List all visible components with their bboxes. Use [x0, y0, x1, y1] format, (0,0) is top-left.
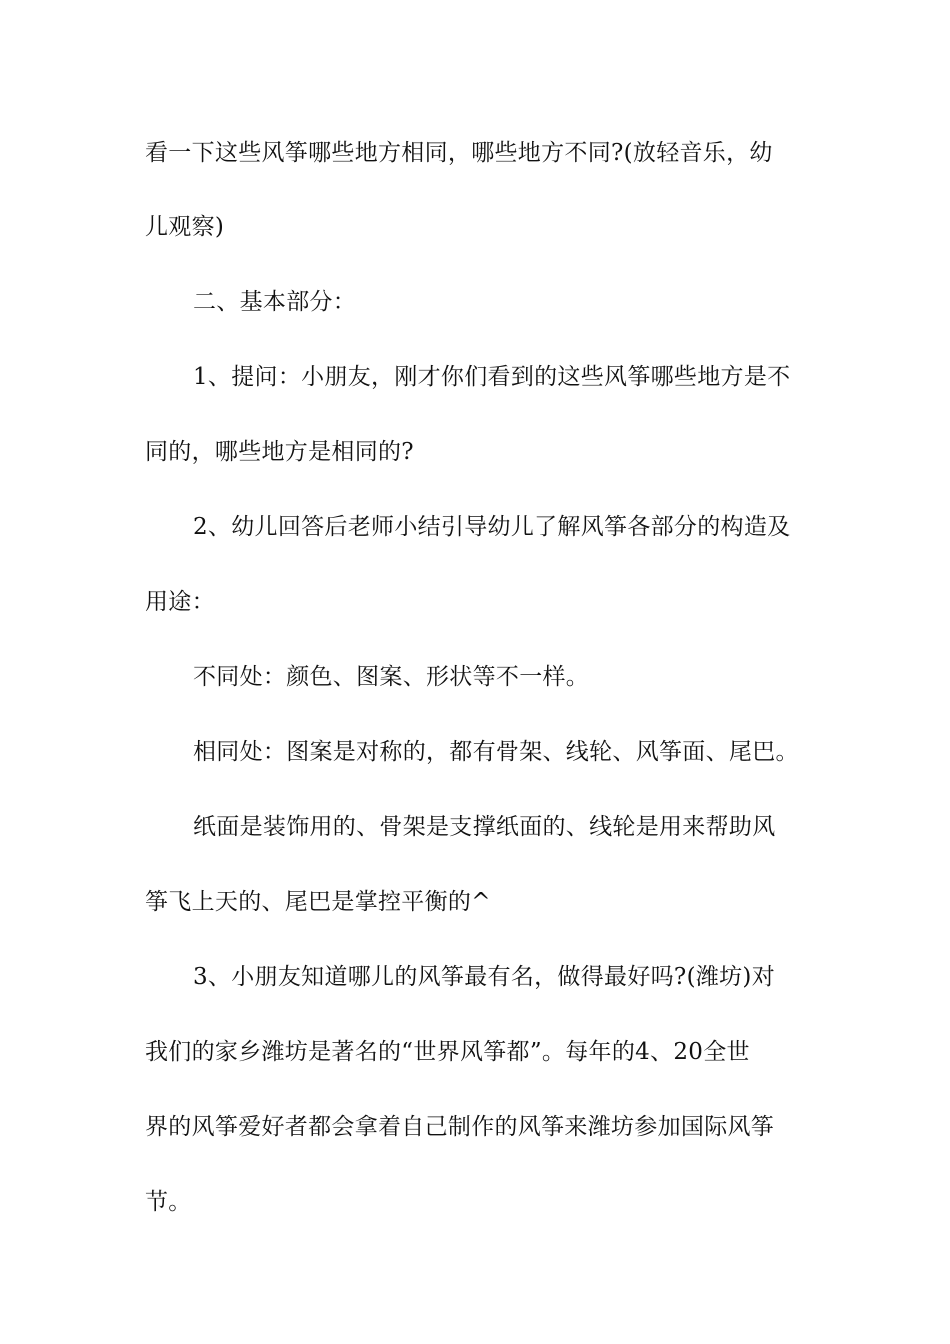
text-line: 我们的家乡潍坊是著名的“世界风筝都”。每年的4、20全世 — [145, 1039, 750, 1065]
section-heading: 二、基本部分： — [193, 289, 357, 315]
text-line: 筝飞上天的、尾巴是掌控平衡的^ — [145, 889, 491, 915]
text-line: 看一下这些风筝哪些地方相同，哪些地方不同?(放轻音乐，幼 — [145, 140, 773, 166]
text-line: 纸面是装饰用的、骨架是支撑纸面的、线轮是用来帮助风 — [193, 814, 776, 840]
text-line: 儿观察) — [145, 214, 225, 240]
text-line: 不同处：颜色、图案、形状等不一样。 — [193, 664, 590, 690]
text-line: 界的风筝爱好者都会拿着自己制作的风筝来潍坊参加国际风筝 — [145, 1114, 775, 1140]
text-line: 相同处：图案是对称的，都有骨架、线轮、风筝面、尾巴。 — [193, 739, 799, 765]
text-line: 用途： — [145, 589, 215, 615]
text-line: 1、提问：小朋友，刚才你们看到的这些风筝哪些地方是不 — [193, 364, 791, 390]
text-line: 2、幼儿回答后老师小结引导幼儿了解风筝各部分的构造及 — [193, 514, 791, 540]
text-line: 节。 — [145, 1189, 192, 1215]
text-line: 3、小朋友知道哪儿的风筝最有名，做得最好吗?(潍坊)对 — [193, 964, 776, 990]
text-line: 同的，哪些地方是相同的? — [145, 439, 414, 465]
